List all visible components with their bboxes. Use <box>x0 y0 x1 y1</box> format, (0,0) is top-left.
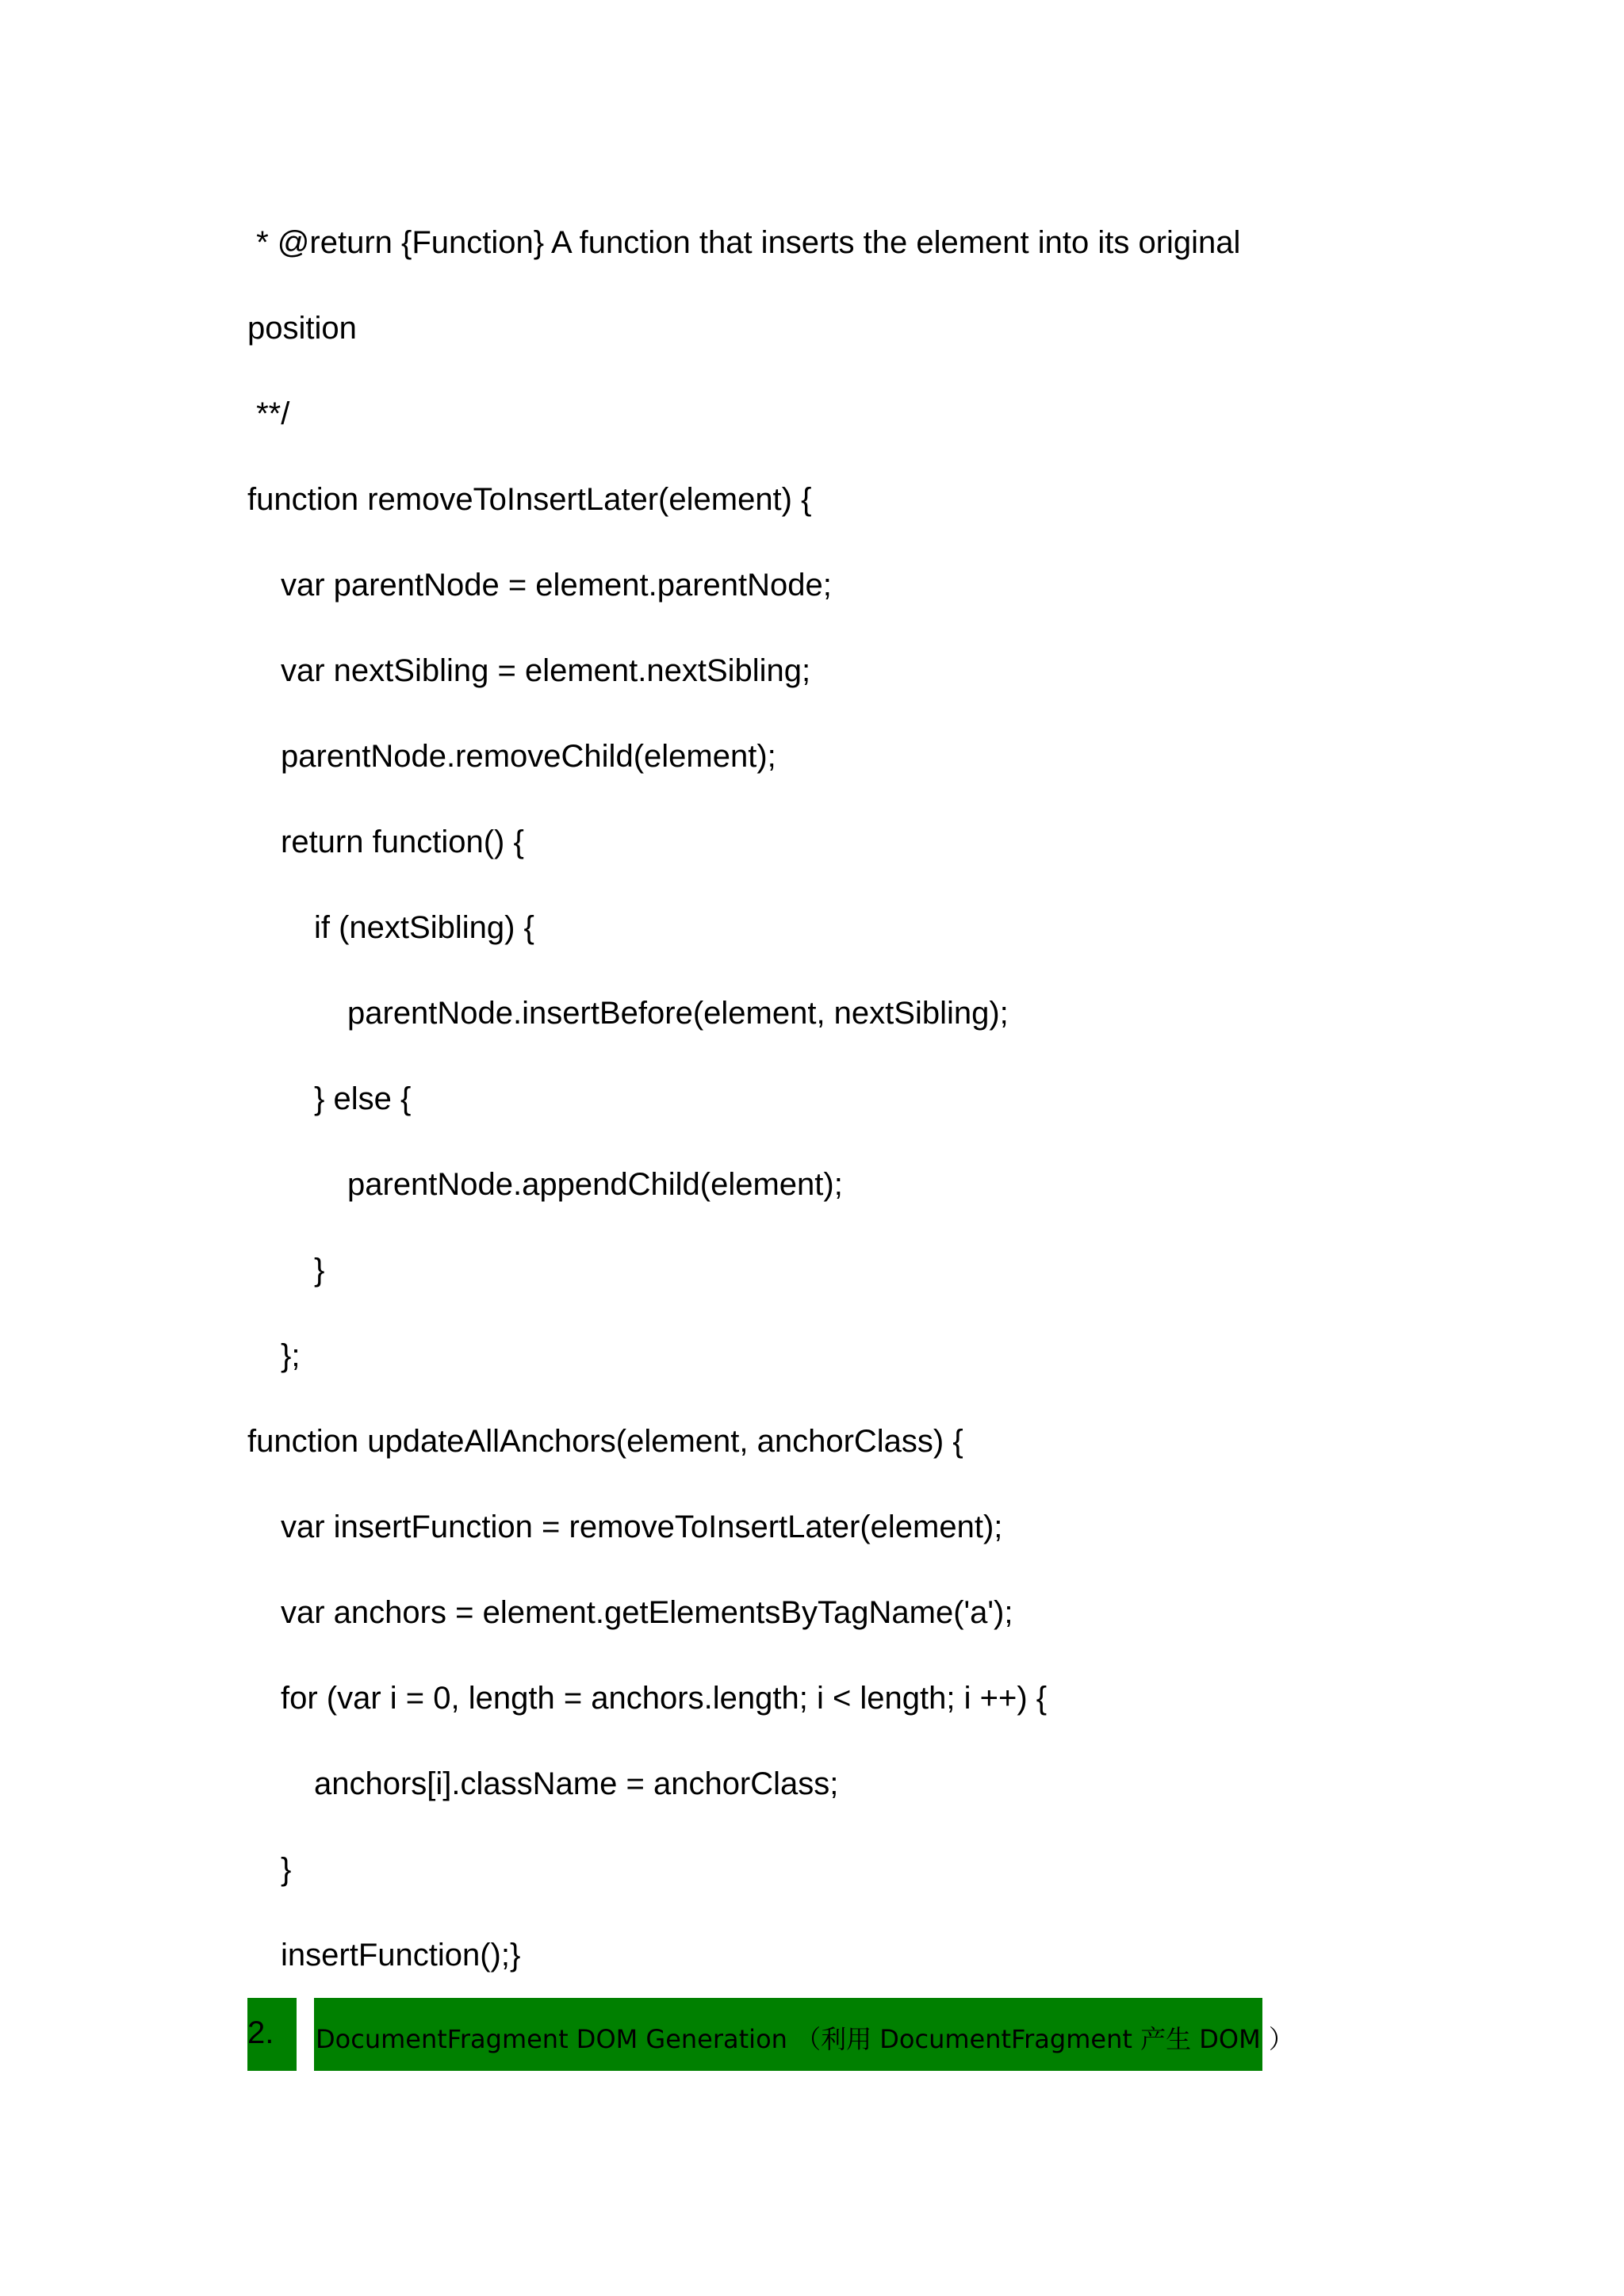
code-line: } else { <box>314 1081 412 1116</box>
heading-title-highlight <box>314 1998 1294 2071</box>
code-line: var insertFunction = removeToInsertLater(element); <box>281 1510 1003 1544</box>
code-line: **/ <box>247 396 290 431</box>
code-line: var nextSibling = element.nextSibling; <box>281 653 811 688</box>
code-line: for (var i = 0, length = anchors.length; i < length; i ++) { <box>281 1681 1048 1716</box>
code-line: var parentNode = element.parentNode; <box>281 568 832 603</box>
code-line: function removeToInsertLater(element) { <box>247 482 812 517</box>
code-line: if (nextSibling) { <box>314 910 534 945</box>
heading-title: DocumentFragment DOM Generation （利用 DocumentFragment 产生 DOM ） <box>316 2024 1294 2054</box>
code-line: return function() { <box>281 825 524 859</box>
code-line: parentNode.insertBefore(element, nextSibling); <box>347 996 1009 1031</box>
code-line: * @return {Function} A function that inserts the element into its original <box>247 225 1241 260</box>
code-line: insertFunction();} <box>281 1938 521 1973</box>
code-line: position <box>247 311 357 346</box>
code-line: parentNode.removeChild(element); <box>281 739 776 774</box>
section-heading <box>247 1998 1294 2071</box>
code-block <box>247 214 1437 2012</box>
code-line: var anchors = element.getElementsByTagName('a'); <box>281 1595 1013 1630</box>
heading-number: 2. <box>247 2015 274 2050</box>
code-line: function updateAllAnchors(element, anchorClass) { <box>247 1424 963 1459</box>
code-line: anchors[i].className = anchorClass; <box>314 1766 839 1801</box>
code-line: } <box>281 1852 292 1887</box>
heading-number-highlight <box>247 1998 297 2071</box>
code-line: }; <box>281 1338 301 1373</box>
code-line: parentNode.appendChild(element); <box>347 1167 843 1202</box>
code-line: } <box>314 1253 325 1288</box>
